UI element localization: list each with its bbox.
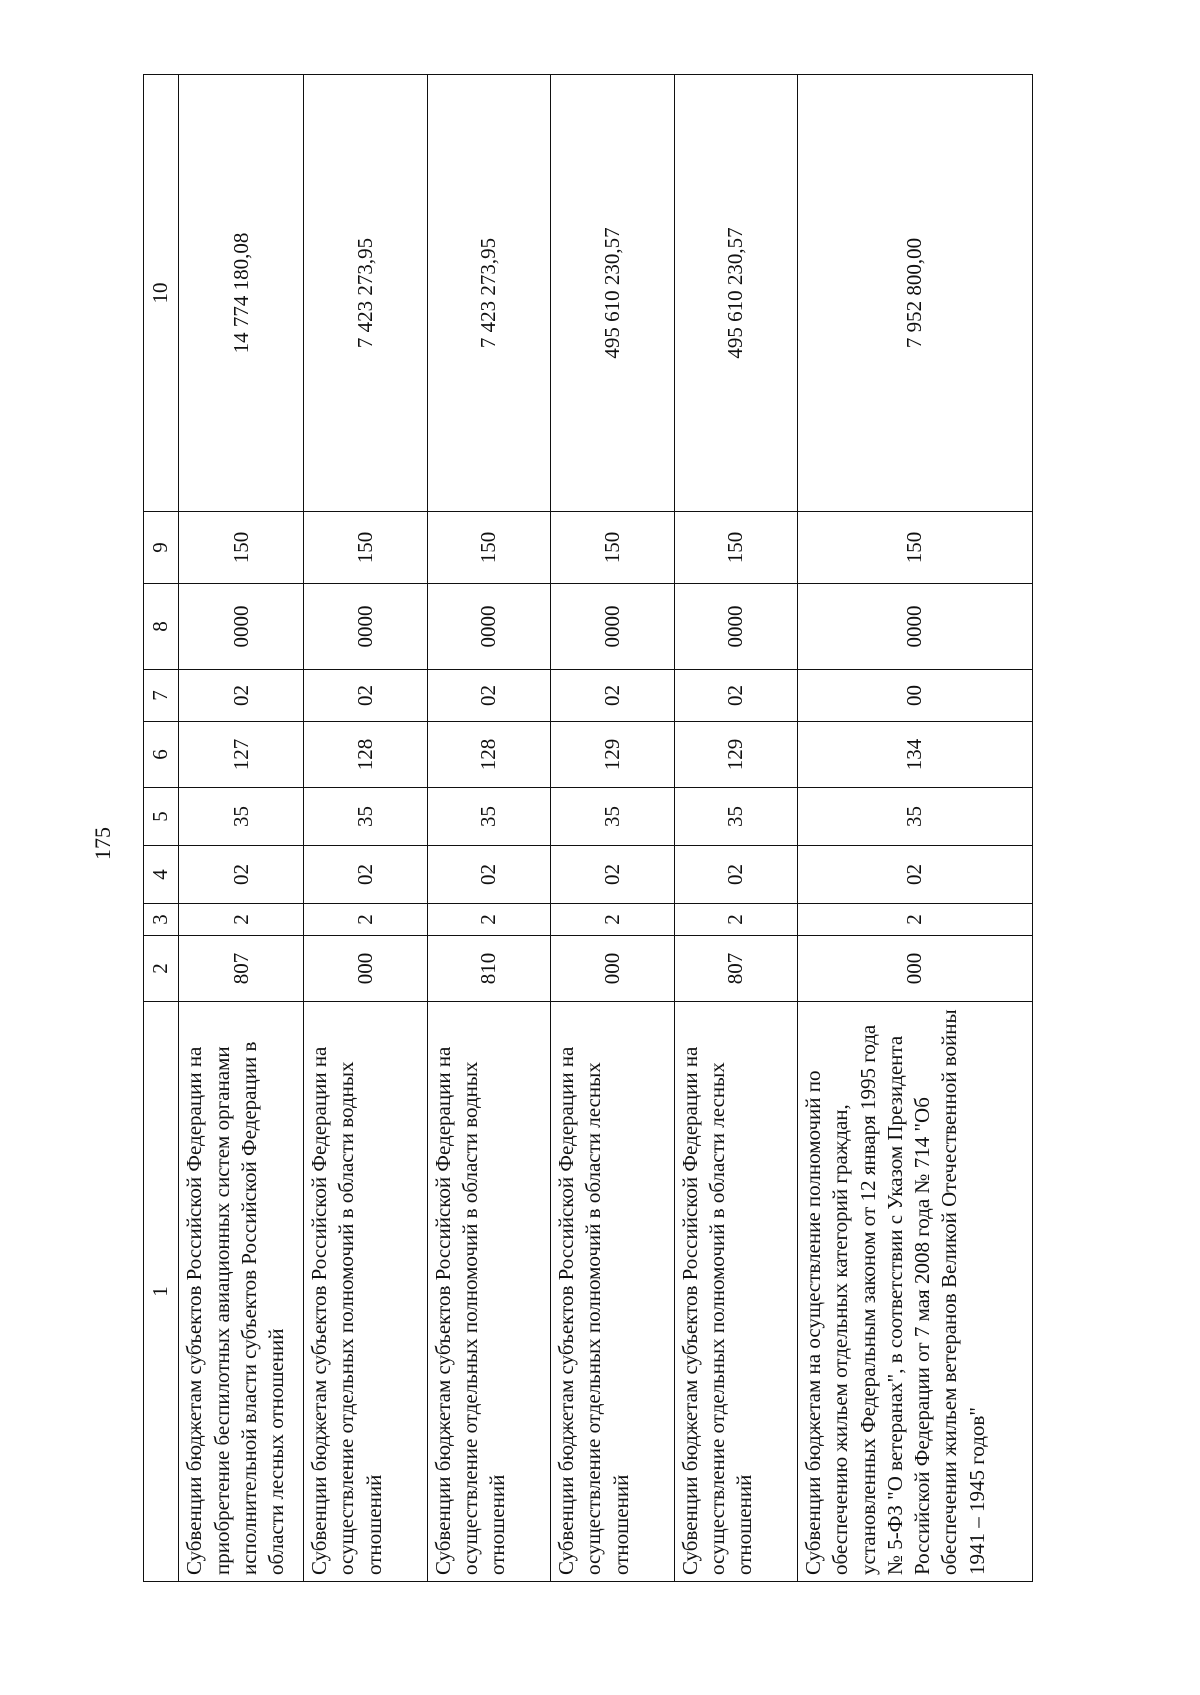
code-subarticle: 128: [304, 722, 427, 788]
amount: 7 423 273,95: [304, 75, 427, 512]
code-group: 2: [674, 904, 797, 936]
code-program: 0000: [304, 584, 427, 670]
code-article: 35: [798, 788, 1033, 846]
code-group: 2: [798, 904, 1033, 936]
code-element: 02: [551, 670, 674, 722]
code-subarticle: 127: [179, 722, 304, 788]
code-element: 00: [798, 670, 1033, 722]
code-article: 35: [179, 788, 304, 846]
page-number: 175: [90, 827, 115, 860]
code-group: 2: [551, 904, 674, 936]
amount: 14 774 180,08: [179, 75, 304, 512]
code-classification: 150: [179, 512, 304, 584]
code-subarticle: 129: [674, 722, 797, 788]
code-program: 0000: [551, 584, 674, 670]
row-description: Субвенции бюджетам субъектов Российской Федерации на осуществление отдельных полномочий в области лесных отношений: [674, 1002, 797, 1582]
code-group: 2: [304, 904, 427, 936]
code-classification: 150: [798, 512, 1033, 584]
code-element: 02: [304, 670, 427, 722]
code-subgroup: 02: [179, 846, 304, 904]
code-subarticle: 128: [427, 722, 550, 788]
budget-table: [143, 74, 1033, 1582]
code-article: 35: [674, 788, 797, 846]
header-cell: 4: [144, 846, 179, 904]
header-cell: 2: [144, 936, 179, 1002]
header-cell: 1: [144, 1002, 179, 1582]
code-article: 35: [551, 788, 674, 846]
code-subgroup: 02: [798, 846, 1033, 904]
code-subgroup: 02: [427, 846, 550, 904]
code-subgroup: 02: [551, 846, 674, 904]
header-cell: 5: [144, 788, 179, 846]
admin-code: 807: [674, 936, 797, 1002]
header-cell: 9: [144, 512, 179, 584]
code-group: 2: [427, 904, 550, 936]
header-cell: 3: [144, 904, 179, 936]
code-program: 0000: [179, 584, 304, 670]
code-subarticle: 129: [551, 722, 674, 788]
admin-code: 807: [179, 936, 304, 1002]
admin-code: 000: [798, 936, 1033, 1002]
code-classification: 150: [551, 512, 674, 584]
code-article: 35: [427, 788, 550, 846]
row-description: Субвенции бюджетам субъектов Российской Федерации на осуществление отдельных полномочий в области водных отношений: [427, 1002, 550, 1582]
code-element: 02: [179, 670, 304, 722]
amount: 495 610 230,57: [551, 75, 674, 512]
amount: 495 610 230,57: [674, 75, 797, 512]
code-article: 35: [304, 788, 427, 846]
row-description: Субвенции бюджетам на осуществление полномочий по обеспечению жильем отдельных категорий граждан, установленных Федеральным законом от 12 января 1995 года № 5-ФЗ "О ветеранах", в соответствии с Указом Президента Российской Федерации от 7 мая 2008 года № 714 "Об обеспечении жильем ветеранов Великой Отечественной войны 1941 – 1945 годов": [798, 1002, 1033, 1582]
table-row: [551, 75, 674, 1582]
table-row: [674, 75, 797, 1582]
table-row: [427, 75, 550, 1582]
amount: 7 423 273,95: [427, 75, 550, 512]
table-row: [798, 75, 1033, 1582]
code-subgroup: 02: [304, 846, 427, 904]
code-subarticle: 134: [798, 722, 1033, 788]
table-row: [179, 75, 304, 1582]
header-cell: 7: [144, 670, 179, 722]
header-cell: 10: [144, 75, 179, 512]
header-cell: 8: [144, 584, 179, 670]
code-program: 0000: [798, 584, 1033, 670]
row-description: Субвенции бюджетам субъектов Российской Федерации на осуществление отдельных полномочий в области лесных отношений: [551, 1002, 674, 1582]
code-classification: 150: [674, 512, 797, 584]
code-classification: 150: [427, 512, 550, 584]
admin-code: 810: [427, 936, 550, 1002]
code-classification: 150: [304, 512, 427, 584]
code-element: 02: [427, 670, 550, 722]
code-group: 2: [179, 904, 304, 936]
code-element: 02: [674, 670, 797, 722]
code-program: 0000: [674, 584, 797, 670]
code-program: 0000: [427, 584, 550, 670]
table-row: [304, 75, 427, 1582]
row-description: Субвенции бюджетам субъектов Российской Федерации на осуществление отдельных полномочий в области водных отношений: [304, 1002, 427, 1582]
table-header-row: [144, 75, 179, 1582]
admin-code: 000: [551, 936, 674, 1002]
row-description: Субвенции бюджетам субъектов Российской Федерации на приобретение беспилотных авиационных систем органами исполнительной власти субъектов Российской Федерации в области лесных отношений: [179, 1002, 304, 1582]
amount: 7 952 800,00: [798, 75, 1033, 512]
code-subgroup: 02: [674, 846, 797, 904]
rotated-table-container: [143, 75, 1033, 1582]
admin-code: 000: [304, 936, 427, 1002]
header-cell: 6: [144, 722, 179, 788]
